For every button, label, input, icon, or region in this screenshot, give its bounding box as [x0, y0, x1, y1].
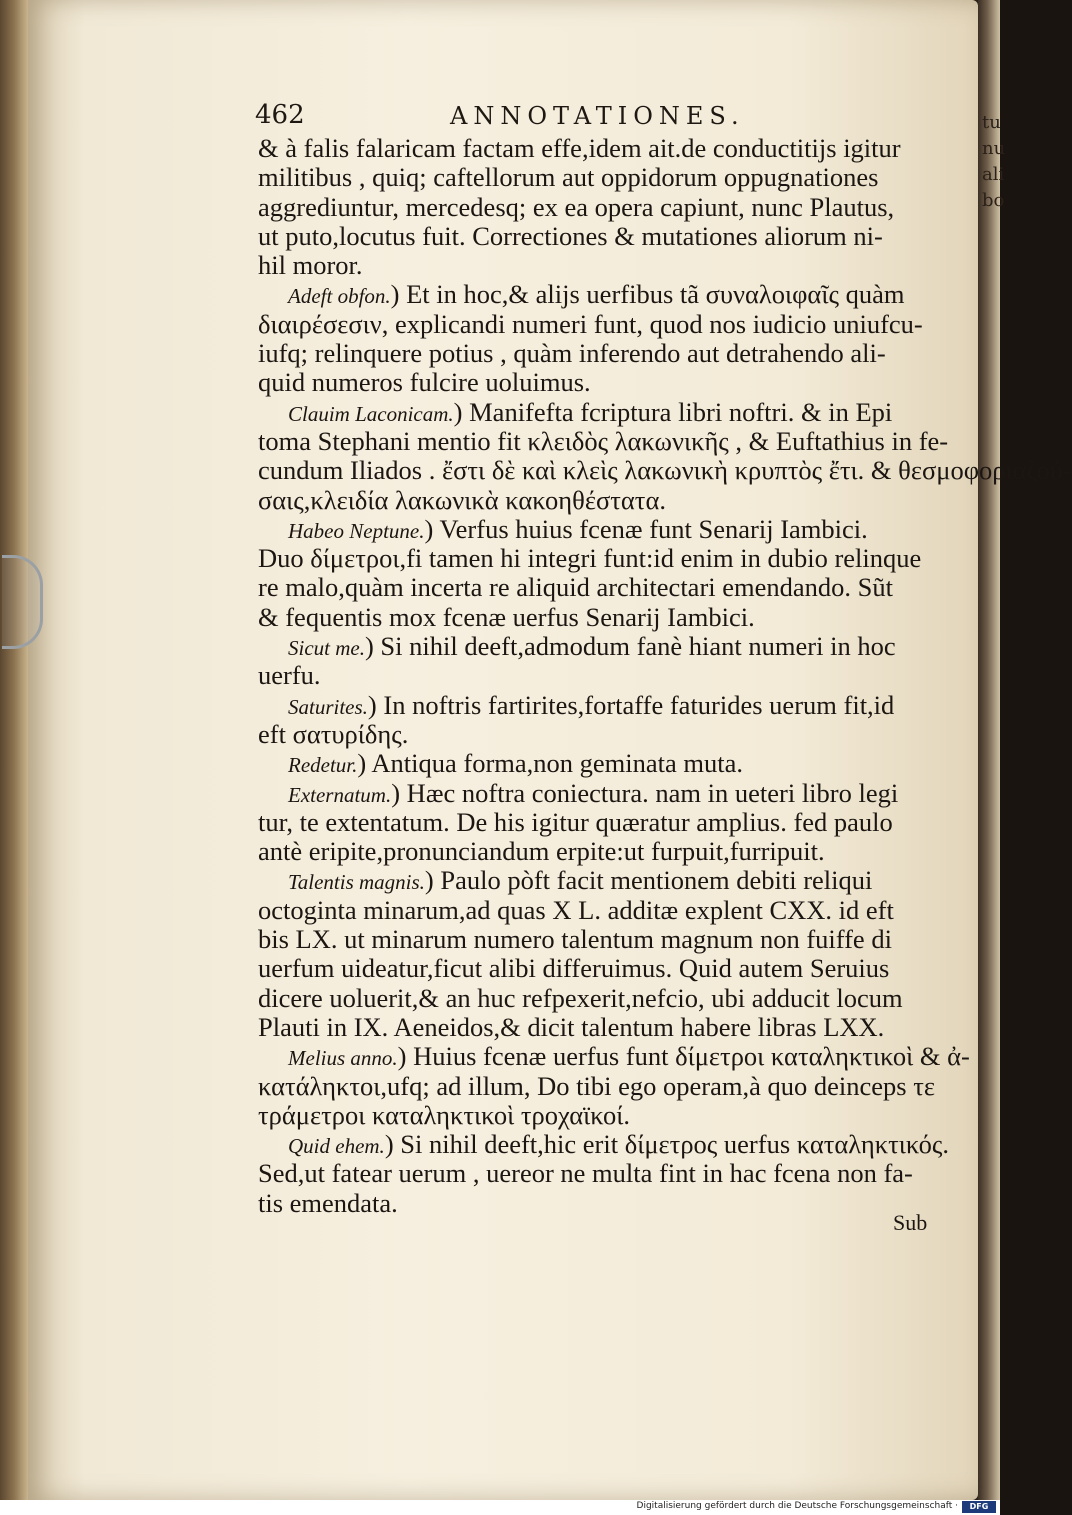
- line-text: ) Si nihil deeft,admodum fanè hiant numeri in hoc: [364, 631, 896, 662]
- text-line: [258, 310, 930, 339]
- text-line: [258, 779, 930, 808]
- lemma: Melius anno.: [288, 1046, 398, 1071]
- footer-bar: [0, 1500, 1000, 1515]
- line-text: ) Antiqua forma,non geminata muta.: [357, 748, 744, 779]
- text-line: [258, 691, 930, 720]
- line-text: σαις,κλειδία λακωνικὰ κακοηθέστατα.: [258, 484, 666, 515]
- line-text: re malo,quàm incerta re aliquid architectari emendando. Sũt: [258, 572, 894, 603]
- text-line: [258, 1070, 935, 1101]
- page-header: [255, 100, 785, 136]
- lemma: Talentis magnis.: [288, 870, 425, 895]
- line-text: & fequentis mox fcenæ uerfus Senarij Iambici.: [258, 601, 755, 632]
- text-line: [258, 280, 930, 309]
- metal-clasp: [2, 555, 43, 649]
- line-text: ) Hæc noftra coniectura. nam in ueteri libro legi: [391, 777, 899, 808]
- catchword: Sub: [893, 1210, 928, 1235]
- line-text: hil moror.: [258, 250, 363, 281]
- text-line: [258, 954, 930, 983]
- line-text: Plauti in IX. Aeneidos,& dicit talentum habere libras LXX.: [258, 1011, 885, 1042]
- facing-fragment: bo: [982, 190, 1005, 211]
- text-line: [258, 486, 930, 515]
- line-text: uerfu.: [258, 660, 321, 691]
- facing-fragment: ali: [982, 164, 1005, 185]
- text-line: [258, 193, 930, 222]
- text-line: [258, 1041, 970, 1072]
- lemma: Saturites.: [288, 694, 368, 719]
- lemma: Habeo Neptune.: [288, 518, 425, 543]
- text-line: [258, 896, 930, 925]
- text-line: [258, 1013, 930, 1042]
- line-text: tis emendata.: [258, 1187, 398, 1218]
- line-text: τράμετροι καταληκτικοὶ τροχαϊκοί.: [258, 1099, 630, 1130]
- text-line: [258, 749, 930, 778]
- line-text: quid numeros fulcire uoluimus.: [258, 367, 591, 398]
- line-text: ) Et in hoc,& alijs uerfibus tã συναλοιφαῖς quàm: [390, 279, 905, 310]
- text-line: [258, 720, 930, 749]
- text-line: [258, 925, 930, 954]
- text-line: [258, 544, 930, 573]
- line-text: & à falis falaricam factam effe,idem ait.de conductitijs igitur: [258, 133, 901, 163]
- facing-page-text: [982, 110, 1006, 214]
- facing-page-edge: [978, 0, 1006, 1500]
- line-text: aggrediuntur, mercedesq; ex ea opera capiunt, nunc Plautus,: [258, 191, 895, 222]
- text-line: [258, 632, 930, 661]
- line-text: ) Manifefta fcriptura libri noftri. & in Epi: [453, 396, 893, 427]
- lemma: Quid ehem.: [288, 1134, 385, 1159]
- line-text: ut puto,locutus fuit. Correctiones & mutationes aliorum ni-: [258, 220, 883, 251]
- line-text: ) Si nihil deeft,hic erit δίμετρος uerfus καταληκτικός.: [384, 1129, 950, 1160]
- line-text: iufq; relinquere potius , quàm inferendo aut detrahendo ali-: [258, 338, 886, 369]
- line-text: cundum Iliados . ἔστι δὲ καὶ κλεὶς λακωνικὴ κρυπτὸς ἔτι. & θεσμοφοριαζού-: [258, 455, 1072, 486]
- line-text: διαιρέσεσιν, explicandi numeri funt, quod nos iudicio uniufcu-: [258, 308, 923, 339]
- line-text: κατάληκτοι,ufq; ad illum, Do tibi ego operam,à quo deinceps τε: [258, 1070, 935, 1101]
- text-line: [258, 837, 930, 866]
- text-line: [258, 368, 930, 397]
- line-text: dicere uoluerit,& an huc refpexerit,nefcio, ubi adducit locum: [258, 982, 903, 1013]
- line-text: bis LX. ut minarum numero talentum magnum non fuiffe di: [258, 924, 892, 955]
- text-line: [258, 1101, 930, 1130]
- line-text: Duo δίμετροι,fi tamen hi integri funt:id enim in dubio relinque: [258, 543, 922, 574]
- line-text: ) In noftris fartirites,fortaffe faturides uerum fit,id: [367, 689, 895, 720]
- line-text: octoginta minarum,ad quas X L. additæ explent CXX. id eft: [258, 894, 894, 925]
- line-text: antè eripite,pronunciandum erpite:ut furpuit,furripuit.: [258, 836, 825, 867]
- lemma: Externatum.: [288, 782, 392, 807]
- lemma: Adeft obfon.: [288, 284, 391, 309]
- text-line: [258, 661, 930, 690]
- running-title: ANNOTATIONES.: [450, 102, 745, 130]
- text-line: [258, 866, 930, 895]
- text-line: [258, 1129, 950, 1160]
- text-line: [258, 222, 930, 251]
- text-line: [258, 163, 930, 192]
- text-line: [258, 134, 930, 163]
- facing-fragment: tu: [982, 112, 1001, 133]
- text-line: [258, 515, 930, 544]
- text-line: [258, 1159, 930, 1188]
- line-text: militibus , quiq; caftellorum aut oppidorum oppugnationes: [258, 162, 879, 193]
- page-number: 462: [255, 100, 305, 130]
- lemma: Sicut me.: [288, 636, 365, 661]
- text-line: [258, 603, 930, 632]
- lemma: Redetur.: [288, 753, 358, 778]
- dfg-logo: DFG: [962, 1501, 996, 1513]
- text-line: [258, 425, 949, 456]
- text-line: [258, 573, 930, 602]
- line-text: ) Huius fcenæ uerfus funt δίμετροι καταληκτικοὶ & ἀ-: [397, 1041, 970, 1072]
- text-line: [258, 251, 930, 280]
- text-line: [258, 455, 1072, 486]
- line-text: eft σατυρίδης.: [258, 718, 409, 749]
- line-text: ) Verfus huius fcenæ funt Senarij Iambici.: [424, 513, 868, 544]
- lemma: Clauim Laconicam.: [288, 401, 454, 426]
- line-text: ) Paulo pòft facit mentionem debiti reliqui: [424, 865, 873, 896]
- line-text: uerfum uideatur,ficut alibi differuimus. Quid autem Seruius: [258, 953, 890, 984]
- text-line: [258, 339, 930, 368]
- text-line: [258, 808, 930, 837]
- text-line: [258, 398, 930, 427]
- footer-credit: Digitalisierung gefördert durch die Deutsche Forschungsgemeinschaft ·: [636, 1501, 958, 1511]
- text-line: [258, 1189, 930, 1218]
- text-line: [258, 984, 930, 1013]
- line-text: toma Stephani mentio fit κλειδὸς λακωνικῆς , & Euftathius in fe-: [258, 425, 949, 456]
- line-text: tur, te extentatum. De his igitur quæratur amplius. fed paulo: [258, 806, 893, 837]
- facing-fragment: nu: [982, 138, 1006, 159]
- line-text: Sed,ut fatear uerum , uereor ne multa fint in hac fcena non fa-: [258, 1158, 913, 1189]
